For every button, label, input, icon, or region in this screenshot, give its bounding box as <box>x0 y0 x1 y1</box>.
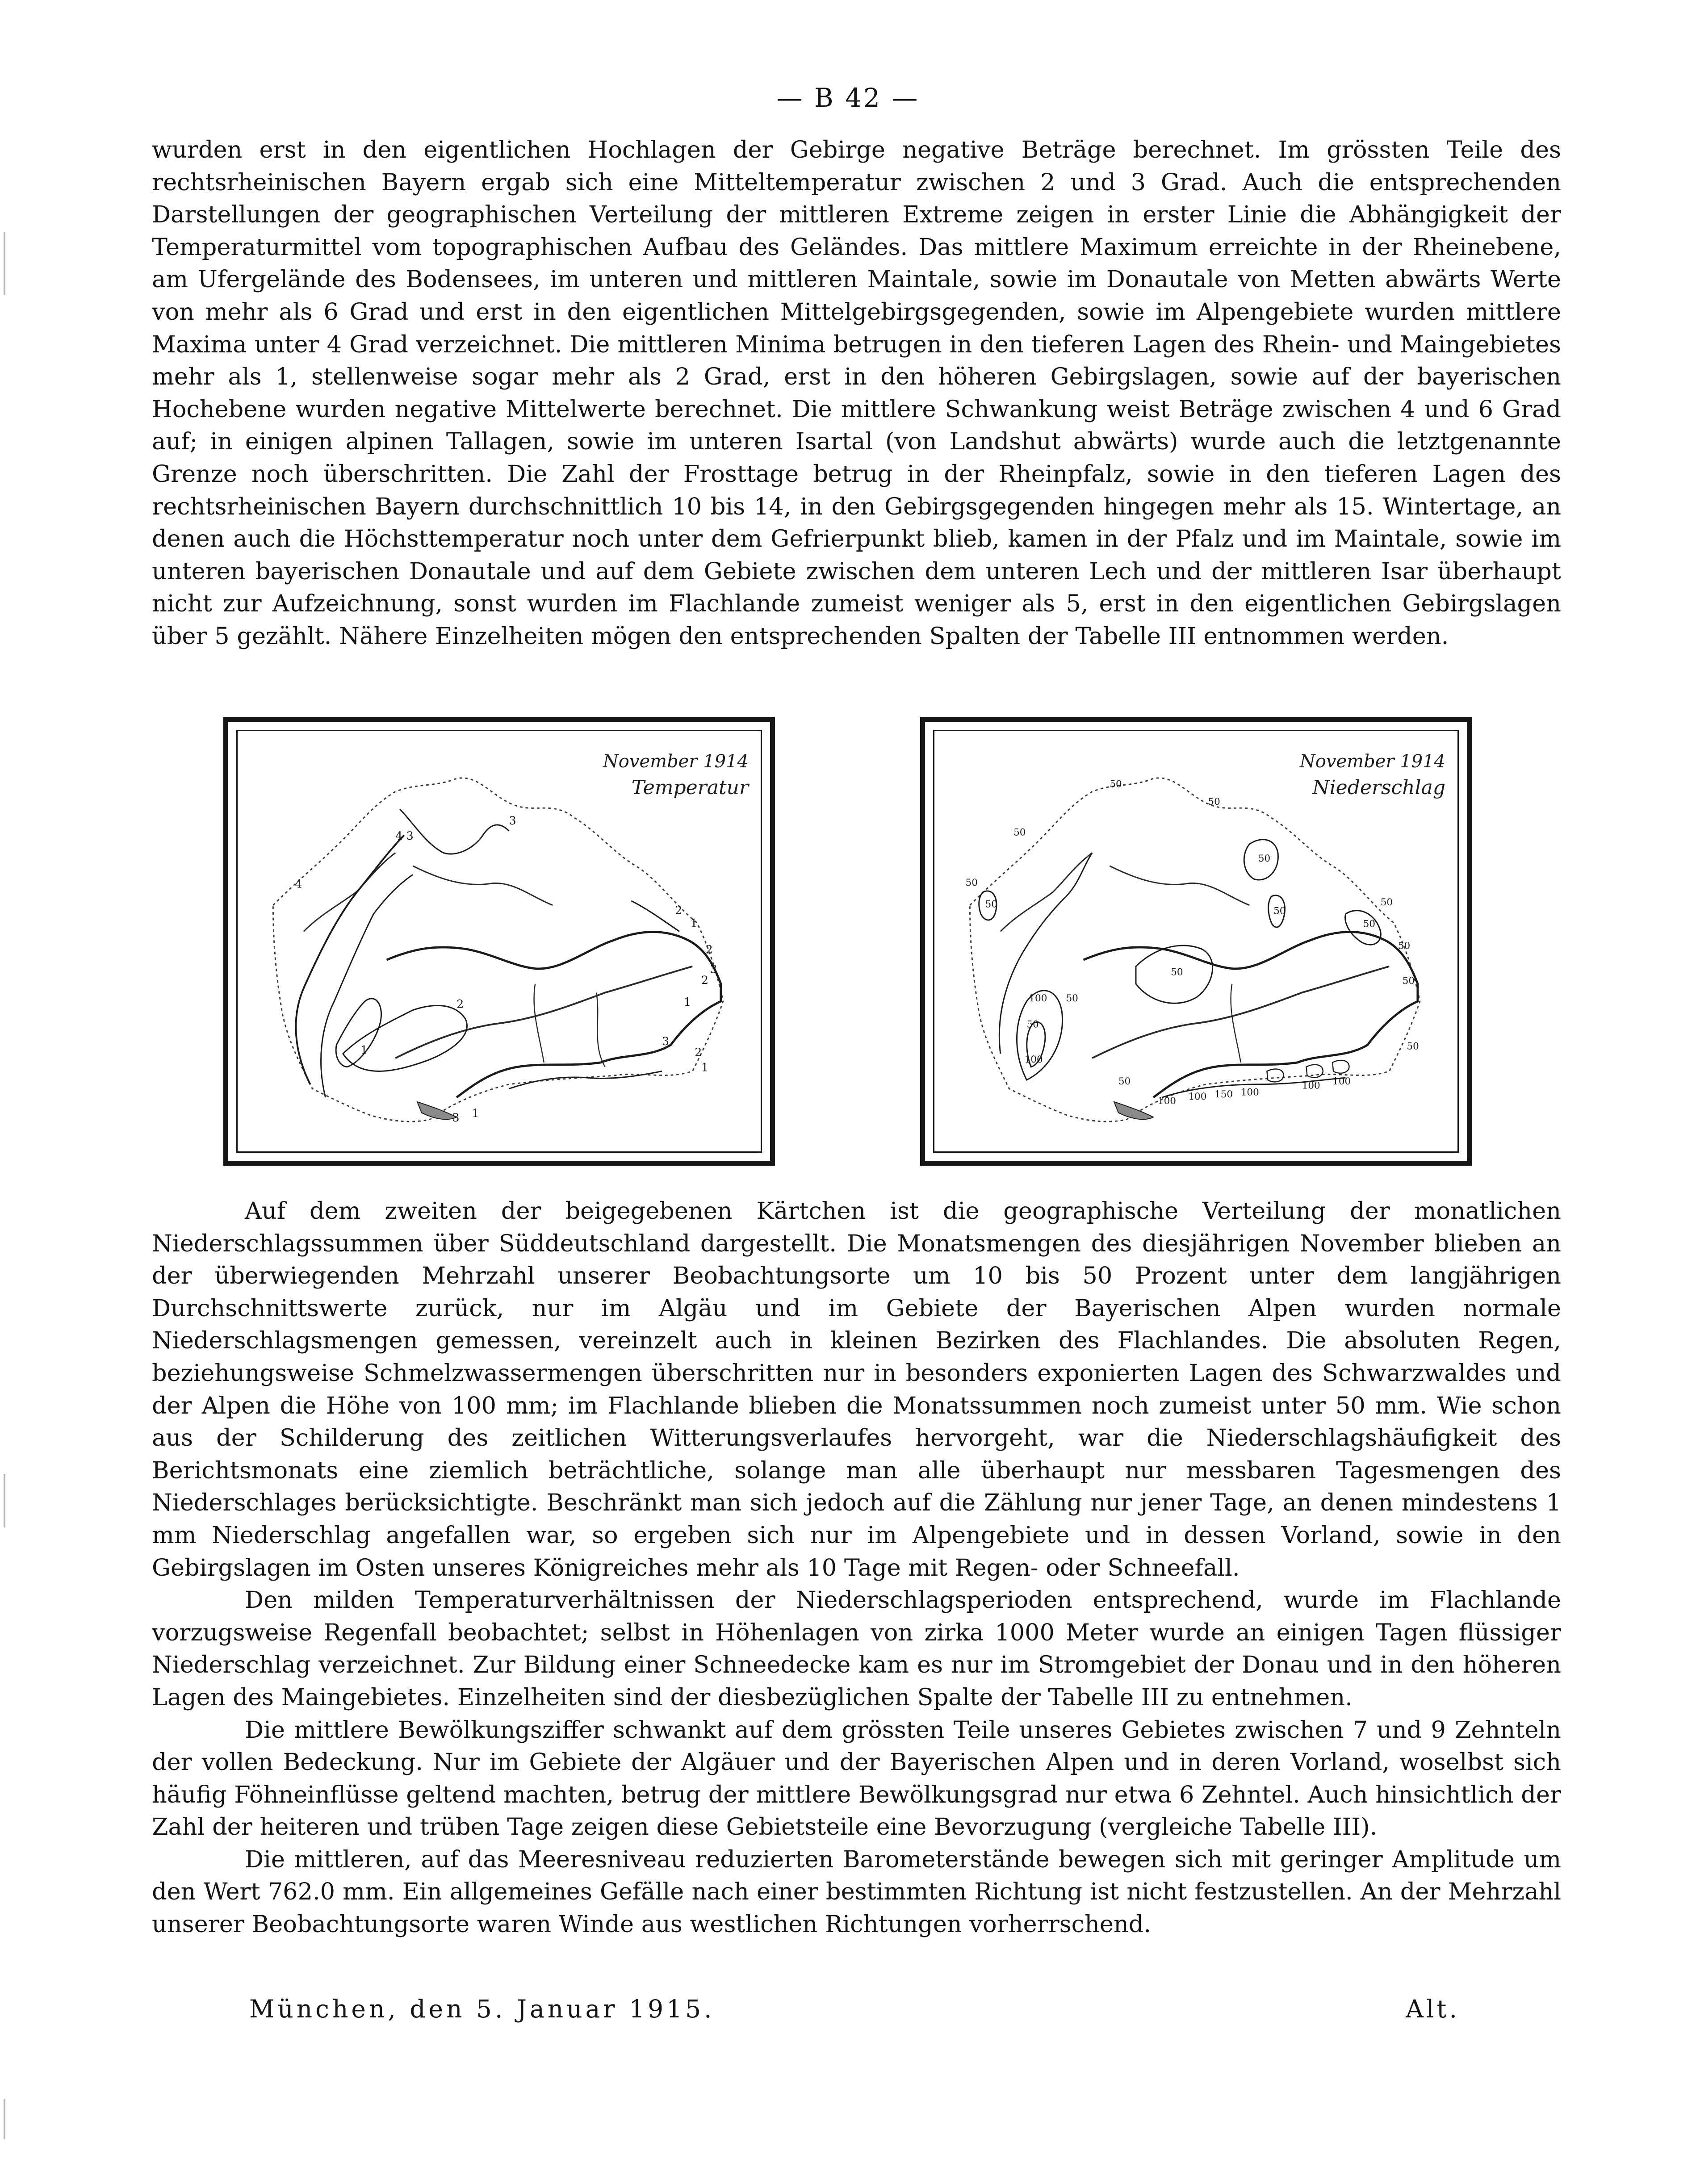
precipitation-map-label: 50 <box>1402 975 1415 987</box>
temperature-map-bavaria-border <box>387 932 721 1098</box>
precipitation-map-label: 50 <box>1363 918 1375 930</box>
place-date: München, den 5. Januar 1915. <box>249 1995 715 2023</box>
precipitation-map-isohyet-alps-cell-2 <box>1306 1065 1323 1078</box>
precipitation-map-isohyet-alps-cell <box>1267 1069 1283 1082</box>
precipitation-map-label: 150 <box>1214 1089 1233 1100</box>
page-number: — B 42 — <box>776 83 920 113</box>
scan-edge-mark <box>4 232 5 295</box>
temperature-map-isotherm-north <box>400 809 509 854</box>
precipitation-map-river-tributary <box>1231 984 1241 1063</box>
temperature-map-river-main <box>413 866 553 905</box>
precipitation-map-label: 100 <box>1302 1080 1320 1092</box>
precipitation-map-label: 100 <box>1332 1075 1351 1087</box>
precipitation-map-label: 50 <box>1110 778 1122 790</box>
intro-paragraph: wurden erst in den eigentlichen Hochlagen der Gebirge negative Beträge berechnet. Im grössten Teile des rechtsrheinischen Bayern ergab sich eine Mitteltemperatur zwischen 2 und 3 Grad. Auch die entsprechenden Darstellungen der geographischen Verteilung der mittleren Extreme zeigen in erster Linie die Abhängigkeit der Temperaturmittel vom topographischen Aufbau des Geländes. Das mittlere Maximum erreichte in der Rheinebene, am Ufergelände des Bodensees, im unteren und mittleren Maintale, sowie im Donautale von Metten abwärts Werte von mehr als 6 Grad und erst in den eigentlichen Mittelgebirgsgegenden, sowie im Alpengebiete wurden mittlere Maxima unter 4 Grad verzeichnet. Die mittleren Minima betrugen in den tieferen Lagen des Rhein- und Maingebietes mehr als 1, stellenweise sogar mehr als 2 Grad, erst in den höheren Gebirgslagen, sowie auf der bayerischen Hochebene wurden negative Mittelwerte berechnet. Die mittlere Schwankung weist Beträge zwischen 4 und 6 Grad auf; in einigen alpinen Tallagen, sowie im unteren Isartal (von Landshut abwärts) wurde auch die letztgenannte Grenze noch überschritten. Die Zahl der Frosttage betrug in der Rheinpfalz, sowie in den tieferen Lagen des rechtsrheinischen Bayern durchschnittlich 10 bis 14, in den Gebirgsgegenden hingegen mehr als 15. Wintertage, an denen auch die Höchsttemperatur noch unter dem Gefrierpunkt blieb, kamen in der Pfalz und im Maintale, sowie im unteren bayerischen Donautale und auf dem Gebiete zwischen dem unteren Lech und der mittleren Isar überhaupt nicht zur Aufzeichnung, sonst wurden im Flachlande zumeist weniger als 5, erst in den eigentlichen Gebirgslagen über 5 gezählt. Nähere Einzelheiten mögen den entsprechenden Spalten der Tabelle III entnommen werden. <box>152 136 1561 650</box>
temperature-map-label: 4 <box>295 877 302 891</box>
temperature-map-label: 3 <box>406 829 414 843</box>
precipitation-map-label: 50 <box>1407 1041 1419 1052</box>
body-paragraph: Den milden Temperaturverhältnissen der Niederschlagsperioden entsprechend, wurde im Flachlande vorzugsweise Regenfall beobachtet; selbst in Höhenlagen von zirka 1000 Meter wurde an einigen Tagen flüssiger Niederschlag verzeichnet. Zur Bildung einer Schneedecke kam es nur im Stromgebiet der Donau und in den höheren Lagen des Maingebietes. Einzelheiten sind der diesbezüglichen Spalte der Tabelle III zu entnehmen. <box>152 1586 1561 1711</box>
temperature-map-label: 2 <box>695 1045 702 1059</box>
precipitation-map-bavaria-border <box>1084 932 1418 1098</box>
temperature-map-label: 2 <box>456 997 464 1011</box>
intro-text-block <box>152 134 1561 653</box>
precipitation-map-river-rhine <box>1001 853 1092 931</box>
temperature-map-label: 3 <box>662 1034 670 1048</box>
temperature-map-label: 1 <box>701 1060 709 1074</box>
precipitation-map <box>920 717 1472 1166</box>
scan-edge-mark <box>4 2099 5 2139</box>
precipitation-map-label: 50 <box>965 877 978 888</box>
precipitation-map-label: 100 <box>1240 1087 1259 1098</box>
temperature-map-lake <box>417 1102 456 1119</box>
precipitation-map-label: 50 <box>985 899 997 910</box>
precipitation-map-river-main <box>1110 866 1249 905</box>
temperature-map-label: 1 <box>683 995 691 1008</box>
temperature-map-label: 2 <box>675 903 683 917</box>
temperature-map-title: Temperatur <box>631 776 749 799</box>
precipitation-map-label: 100 <box>1029 992 1047 1004</box>
precipitation-map-lake <box>1114 1102 1153 1119</box>
temperature-map-label: 3 <box>452 1110 460 1124</box>
signature-row <box>249 1995 1460 2023</box>
scan-edge-mark <box>4 1474 5 1527</box>
precipitation-map-label: 50 <box>1026 1019 1039 1030</box>
temperature-map-river-tributary <box>534 984 544 1063</box>
precipitation-map-river-danube <box>1092 966 1389 1058</box>
precipitation-map-title: Niederschlag <box>1312 776 1445 799</box>
temperature-map-label: 2 <box>701 973 709 987</box>
temperature-map-label: 2 <box>705 942 713 956</box>
precipitation-map-label: 50 <box>1208 796 1220 807</box>
temperature-map-title-date: November 1914 <box>603 751 749 772</box>
temperature-map-label: 1 <box>472 1106 479 1120</box>
precipitation-map-label: 50 <box>1398 940 1411 952</box>
temperature-map-isotherm-inner <box>321 874 413 1097</box>
temperature-map-river-danube <box>395 966 692 1058</box>
temperature-map-river-tributary-2 <box>596 992 605 1067</box>
precipitation-map-label: 50 <box>1258 853 1271 864</box>
precipitation-map-title-date: November 1914 <box>1299 751 1445 772</box>
precipitation-map-label: 100 <box>1188 1091 1207 1103</box>
author-name: Alt. <box>1406 1995 1460 2023</box>
precipitation-map-isohyet-alps-cell-3 <box>1332 1060 1349 1073</box>
precipitation-map-label: 50 <box>1273 905 1286 917</box>
precipitation-map-label: 50 <box>1118 1075 1131 1087</box>
body-text-block <box>152 1195 1561 1941</box>
precipitation-map-label: 100 <box>1157 1095 1176 1107</box>
body-paragraph: Auf dem zweiten der beigegebenen Kärtchen ist die geographische Verteilung der monatlichen Niederschlagssummen über Süddeutschland dargestellt. Die Monatsmengen des diesjährigen November blieben an der überwiegenden Mehrzahl unserer Beobachtungsorte um 10 bis 50 Prozent unter dem langjährigen Durchschnittswerte zurück, nur im Algäu und im Gebiete der Bayerischen Alpen wurden normale Niederschlagsmengen gemessen, vereinzelt auch in kleinen Bezirken des Flachlandes. Die absoluten Regen, beziehungsweise Schmelzwassermengen überschritten nur in besonders exponierten Lagen des Schwarzwaldes und der Alpen die Höhe von 100 mm; im Flachlande blieben die Monatssummen noch zumeist unter 50 mm. Wie schon aus der Schilderung des zeitlichen Witterungsverlaufes hervorgeht, war die Niederschlagshäufigkeit des Berichtsmonats eine ziemlich beträchtliche, solange man alle überhaupt nur messbaren Tagesmengen des Niederschlages berücksichtigte. Beschränkt man sich jedoch auf die Zählung nur jener Tage, an denen mindestens 1 mm Niederschlag angefallen war, so ergeben sich nur im Alpengebiete und in dessen Vorland, sowie in den Gebirgslagen im Osten unseres Königreiches mehr als 10 Tage mit Regen- oder Schneefall. <box>152 1197 1561 1582</box>
precipitation-map-label: 100 <box>1024 1054 1043 1065</box>
precipitation-map-label: 50 <box>1013 827 1026 838</box>
temperature-map-label: 1 <box>690 916 698 930</box>
body-paragraph: Die mittlere Bewölkungsziffer schwankt auf dem grössten Teile unseres Gebietes zwischen 7 und 9 Zehnteln der vollen Bedeckung. Nur im Gebiete der Algäuer und der Bayerischen Alpen und in deren Vorland, woselbst sich häufig Föhneinflüsse geltend machten, betrug der mittlere Bewölkungsgrad nur etwa 6 Zehntel. Auch hinsichtlich der Zahl der heiteren und trüben Tage zeigen diese Gebietsteile eine Bevorzugung (vergleiche Tabelle III). <box>152 1716 1561 1841</box>
precipitation-map-label: 50 <box>1171 966 1183 978</box>
temperature-map <box>223 717 775 1166</box>
temperature-map-isotherm-loop <box>343 1005 467 1071</box>
temperature-map-label: 3 <box>710 962 717 976</box>
temperature-map-isotherm-east <box>631 901 679 931</box>
precipitation-map-label: 50 <box>1066 992 1078 1004</box>
temperature-map-label: 1 <box>360 1043 368 1057</box>
body-paragraph: Die mittleren, auf das Meeresniveau reduzierten Barometerstände bewegen sich mit geringer Amplitude um den Wert 762.0 mm. Ein allgemeines Gefälle nach einer bestimmten Richtung ist nicht festzustellen. An der Mehrzahl unserer Beobachtungsorte waren Winde aus westlichen Richtungen vorherrschend. <box>152 1845 1561 1938</box>
temperature-map-river-rhine <box>304 853 395 931</box>
precipitation-map-isohyet-west <box>999 853 1092 1054</box>
temperature-map-label: 4 <box>395 829 403 843</box>
precipitation-map-boundary <box>970 778 1420 1121</box>
temperature-map-boundary <box>273 778 723 1121</box>
temperature-map-label: 3 <box>509 813 516 827</box>
precipitation-map-label: 50 <box>1380 896 1393 908</box>
temperature-map-isotherm-loop-2 <box>336 999 381 1067</box>
